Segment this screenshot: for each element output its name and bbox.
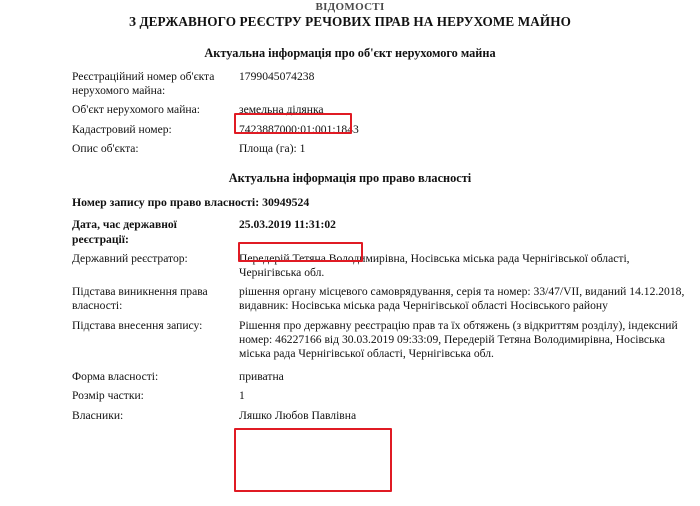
record-number-value: 30949524 bbox=[262, 195, 310, 210]
table-row bbox=[72, 409, 686, 423]
highlight-box-ownership-block bbox=[234, 428, 392, 492]
row-value: Передерій Тетяна Володимирівна, Носівська міська рада Чернігівської області, Чернігівська обл. bbox=[239, 251, 630, 280]
table-row bbox=[72, 389, 686, 403]
row-value-ownership-form: приватна bbox=[239, 370, 284, 384]
row-value-owner: Ляшко Любов Павлівна bbox=[239, 408, 357, 422]
row-label: Реєстраційний номер об'єкта нерухомого майна: bbox=[72, 70, 215, 98]
table-row bbox=[72, 285, 686, 313]
row-value: Рішення про державну реєстрацію прав та їх обтяжень (з відкриттям розділу), індексний номер: 46227166 від 30.03.2019 09:33:09, Передерій Тетяна Володимирівна, Носівська міська рада Чернігівської області, Чернігівська обл. bbox=[239, 318, 678, 361]
row-value-registration-datetime: 25.03.2019 11:31:02 bbox=[239, 218, 336, 232]
row-value: Площа (га): 1 bbox=[239, 141, 306, 155]
property-info-rows bbox=[0, 70, 700, 156]
record-number-label: Номер запису про право власності: bbox=[72, 195, 260, 210]
row-label: Державний реєстратор: bbox=[72, 251, 188, 265]
row-value: 7423887000:01:001:1843 bbox=[239, 122, 359, 136]
record-number bbox=[0, 195, 372, 209]
row-label: Опис об'єкта: bbox=[72, 141, 139, 155]
row-label: Розмір частки: bbox=[72, 389, 144, 403]
row-label: Дата, час державної реєстрації: bbox=[72, 218, 177, 246]
row-label: Підстава виникнення права власності: bbox=[72, 285, 208, 313]
table-row bbox=[72, 319, 686, 362]
row-value-object-type: земельна ділянка bbox=[239, 103, 324, 117]
table-row bbox=[72, 70, 686, 98]
document-header-line1: ВІДОМОСТІ bbox=[315, 1, 385, 13]
row-value-share-size: 1 bbox=[239, 389, 245, 403]
document-title: З ДЕРЖАВНОГО РЕЄСТРУ РЕЧОВИХ ПРАВ НА НЕРУХОМЕ МАЙНО bbox=[129, 14, 571, 29]
row-value: 1799045074238 bbox=[239, 70, 315, 83]
table-row bbox=[72, 123, 686, 137]
section-title-property: Актуальна інформація про об'єкт нерухомого майна bbox=[204, 46, 496, 60]
row-label: Підстава внесення запису: bbox=[72, 318, 203, 332]
row-label: Форма власності: bbox=[72, 370, 159, 384]
row-value: рішення органу місцевого самоврядування, серія та номер: 33/47/VII, виданий 14.12.2018, видавник: Носівська міська рада Чернігівської області Носівського району bbox=[239, 285, 685, 313]
table-row bbox=[72, 142, 686, 156]
table-row bbox=[72, 103, 686, 117]
section-title-ownership: Актуальна інформація про право власності bbox=[228, 171, 472, 186]
table-row bbox=[72, 252, 686, 280]
row-label: Кадастровий номер: bbox=[72, 122, 172, 136]
table-row bbox=[72, 370, 686, 384]
document-header bbox=[0, 0, 700, 30]
table-row bbox=[72, 218, 686, 246]
row-label: Об'єкт нерухомого майна: bbox=[72, 103, 200, 117]
row-label: Власники: bbox=[72, 408, 124, 422]
ownership-info-rows bbox=[0, 218, 700, 422]
